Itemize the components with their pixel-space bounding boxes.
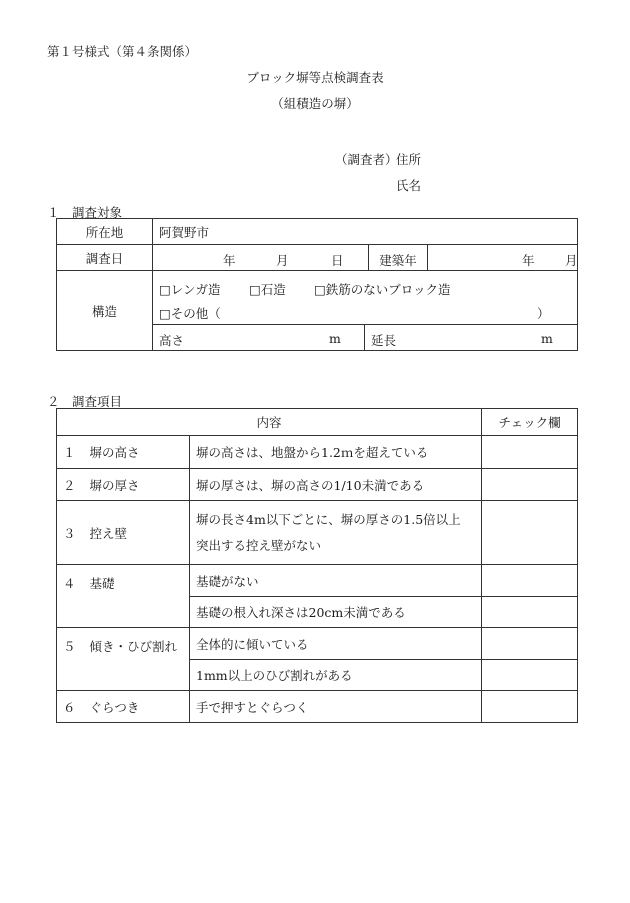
built-month-unit: 月: [565, 252, 578, 268]
item-3-line-1: 塀の長さ4m以下ごとに、塀の厚さの1.5倍以上: [196, 511, 461, 527]
item-2-checkbox[interactable]: [482, 469, 578, 501]
form-number: 第１号様式（第４条関係）: [47, 44, 198, 59]
length-label: 延長: [371, 332, 397, 348]
item-5-label: ５ 傾き・ひび割れ: [57, 628, 190, 691]
item-1-label: １ 塀の高さ: [57, 436, 190, 469]
item-3-checkbox[interactable]: [482, 501, 578, 565]
survey-date-label: 調査日: [57, 245, 153, 271]
location-label: 所在地: [57, 219, 153, 245]
option-other: □その他（: [159, 305, 221, 321]
option-brick: □レンガ造: [159, 281, 221, 297]
item-2-content: 塀の厚さは、塀の高さの1/10未満である: [190, 469, 482, 501]
option-unreinforced-block: □鉄筋のないブロック造: [314, 281, 451, 297]
option-other-close: ）: [537, 305, 550, 321]
item-5-checkbox-1[interactable]: [482, 628, 578, 660]
item-1-checkbox[interactable]: [482, 436, 578, 469]
survey-items-table: [56, 408, 578, 723]
check-header: チェック欄: [482, 409, 578, 436]
built-year-unit: 年: [522, 252, 535, 268]
built-year-label: 建築年: [379, 252, 417, 268]
page-title: ブロック塀等点検調査表: [246, 70, 384, 85]
item-3-label: ３ 控え壁: [57, 501, 190, 565]
item-6-checkbox[interactable]: [482, 691, 578, 723]
item-3-line-2: 突出する控え壁がない: [196, 537, 322, 553]
item-4-checkbox-2[interactable]: [482, 597, 578, 628]
section2-heading: ２ 調査項目: [47, 394, 123, 409]
height-unit: m: [329, 330, 341, 346]
item-2-label: ２ 塀の厚さ: [57, 469, 190, 501]
structure-label: 構造: [57, 271, 153, 351]
option-stone: □石造: [249, 281, 286, 297]
address-label: 住所: [396, 152, 422, 167]
divider: [427, 245, 428, 271]
item-4-content-2: 基礎の根入れ深さは20cm未満である: [190, 597, 482, 628]
item-5-content-2: 1mm以上のひび割れがある: [190, 660, 482, 691]
structure-options: [153, 271, 578, 325]
name-label: 氏名: [396, 178, 422, 193]
year-unit: 年: [223, 252, 236, 268]
item-4-checkbox-1[interactable]: [482, 565, 578, 597]
built-year-field: [369, 245, 578, 271]
investigator-label: （調査者）: [335, 152, 398, 167]
item-4-content-1: 基礎がない: [190, 565, 482, 597]
divider: [364, 325, 365, 351]
length-unit: m: [541, 330, 553, 346]
survey-date-field: [153, 245, 369, 271]
item-5-checkbox-2[interactable]: [482, 660, 578, 691]
item-6-content: 手で押すとぐらつく: [190, 691, 482, 723]
survey-target-table: [56, 218, 578, 351]
content-header: 内容: [57, 409, 482, 436]
dimensions-row: [153, 325, 578, 351]
location-value: 阿賀野市: [153, 219, 578, 245]
height-label: 高さ: [159, 332, 185, 348]
day-unit: 日: [331, 252, 344, 268]
item-5-content-1: 全体的に傾いている: [190, 628, 482, 660]
page-subtitle: （組積造の塀）: [271, 96, 359, 111]
section1-heading: １ 調査対象: [47, 205, 123, 220]
item-6-label: ６ ぐらつき: [57, 691, 190, 723]
month-unit: 月: [276, 252, 289, 268]
item-4-label: ４ 基礎: [57, 565, 190, 628]
item-3-content: [190, 501, 482, 565]
item-1-content: 塀の高さは、地盤から1.2ｍを超えている: [190, 436, 482, 469]
